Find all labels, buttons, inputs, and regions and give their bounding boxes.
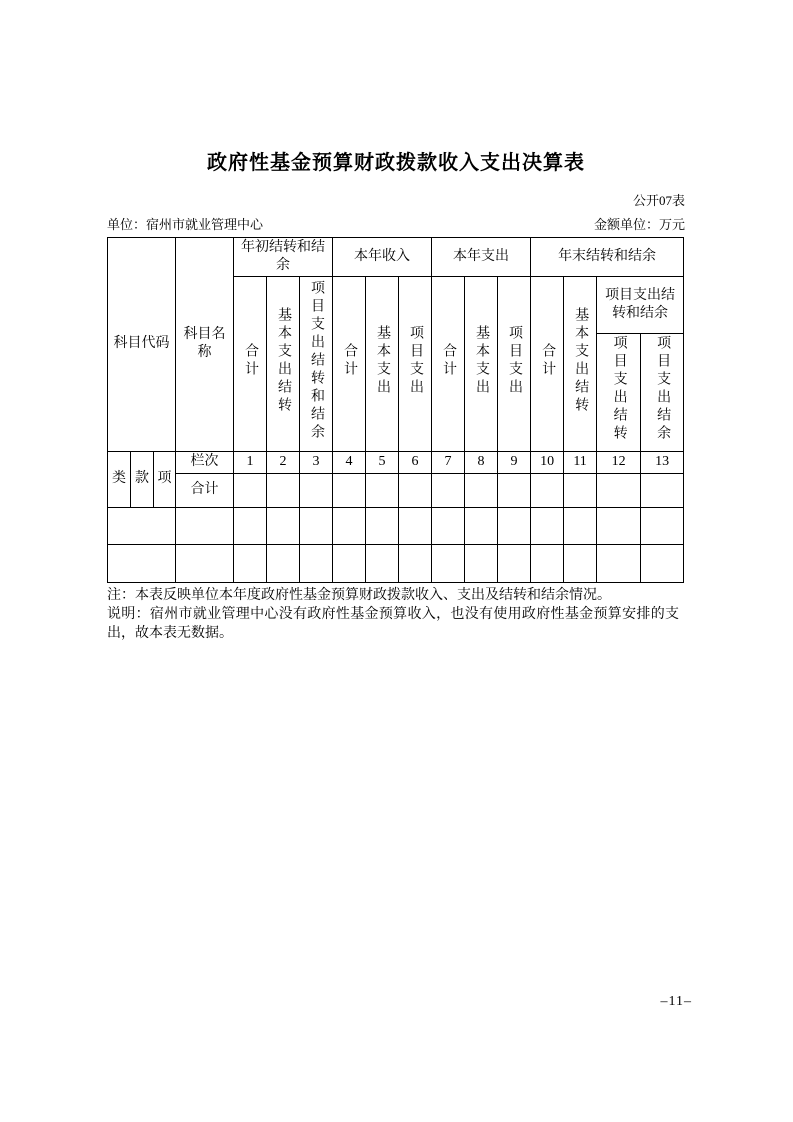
column-index: 9 <box>498 451 531 473</box>
form-number: 公开07表 <box>632 193 685 208</box>
data-cell <box>531 544 564 582</box>
data-cell <box>399 507 432 544</box>
header-code-item: 项 <box>154 451 176 507</box>
notes-block <box>107 586 679 643</box>
data-cell <box>641 544 684 582</box>
data-cell <box>432 544 465 582</box>
vertical-label: 合计 <box>342 342 358 379</box>
header-group-year-expense: 本年支出 <box>432 238 531 277</box>
data-cell <box>399 544 432 582</box>
data-cell <box>641 473 684 507</box>
data-cell <box>597 507 641 544</box>
data-cell <box>432 473 465 507</box>
header-code-section: 款 <box>131 451 154 507</box>
header-end-total <box>531 277 564 451</box>
data-cell <box>366 473 399 507</box>
page-number: –11– <box>660 994 692 1009</box>
data-cell <box>531 507 564 544</box>
header-begin-basic-carryover <box>267 277 300 451</box>
row-label-total: 合计 <box>176 473 234 507</box>
header-end-project-carryover <box>597 334 641 451</box>
data-cell <box>564 544 597 582</box>
subject-name-cell <box>176 507 234 544</box>
vertical-label: 基本支出结转 <box>276 306 292 415</box>
data-cell <box>300 473 333 507</box>
header-expense-total <box>432 277 465 451</box>
data-cell <box>300 507 333 544</box>
vertical-label: 合计 <box>441 342 457 379</box>
data-cell <box>498 507 531 544</box>
column-index: 6 <box>399 451 432 473</box>
amount-unit-label: 金额单位：万元 <box>593 217 685 232</box>
header-subgroup-project-balance: 项目支出结转和结余 <box>597 277 684 334</box>
column-index: 11 <box>564 451 597 473</box>
page-title: 政府性基金预算财政拨款收入支出决算表 <box>207 152 585 174</box>
data-cell <box>432 507 465 544</box>
column-index: 7 <box>432 451 465 473</box>
header-group-row <box>108 238 684 277</box>
column-index-label: 栏次 <box>176 451 234 473</box>
column-index: 5 <box>366 451 399 473</box>
note-text: 注：本表反映单位本年度政府性基金预算财政拨款收入、支出及结转和结余情况。 <box>107 587 611 603</box>
data-cell <box>333 544 366 582</box>
unit-label: 单位：宿州市就业管理中心 <box>107 217 264 232</box>
data-cell <box>234 473 267 507</box>
header-income-project <box>399 277 432 451</box>
data-cell <box>267 507 300 544</box>
header-begin-project-carryover <box>300 277 333 451</box>
column-index: 13 <box>641 451 684 473</box>
header-subject-name: 科目名称 <box>176 238 234 452</box>
column-index: 4 <box>333 451 366 473</box>
data-cell <box>597 473 641 507</box>
column-index: 2 <box>267 451 300 473</box>
data-cell <box>267 473 300 507</box>
table-row-total <box>108 473 684 507</box>
vertical-label: 基本支出结转 <box>573 306 589 415</box>
data-cell <box>234 544 267 582</box>
data-cell <box>498 544 531 582</box>
code-cell <box>108 507 176 544</box>
data-cell <box>333 473 366 507</box>
meta-row <box>107 216 685 233</box>
data-cell <box>498 473 531 507</box>
data-cell <box>465 473 498 507</box>
column-index: 12 <box>597 451 641 473</box>
data-cell <box>597 544 641 582</box>
header-begin-total <box>234 277 267 451</box>
data-cell <box>641 507 684 544</box>
header-code-class: 类 <box>108 451 131 507</box>
data-cell <box>564 473 597 507</box>
data-cell <box>267 544 300 582</box>
remark-text: 说明：宿州市就业管理中心没有政府性基金预算收入，也没有使用政府性基金预算安排的支出，故本表无数据。 <box>107 606 679 641</box>
vertical-label: 项目支出结余 <box>655 335 671 444</box>
data-cell <box>366 544 399 582</box>
vertical-label: 项目支出 <box>507 324 523 397</box>
header-end-basic-carryover <box>564 277 597 451</box>
header-end-project-surplus <box>641 334 684 451</box>
vertical-label: 合计 <box>540 342 556 379</box>
data-cell <box>564 507 597 544</box>
vertical-label: 项目支出结转 <box>611 335 627 444</box>
subject-name-cell <box>176 544 234 582</box>
column-index: 8 <box>465 451 498 473</box>
table-row-empty <box>108 544 684 582</box>
header-income-basic <box>366 277 399 451</box>
data-cell <box>465 544 498 582</box>
data-cell <box>366 507 399 544</box>
column-index-row <box>108 451 684 473</box>
vertical-label: 基本支出 <box>474 324 490 397</box>
vertical-label: 基本支出 <box>375 324 391 397</box>
data-cell <box>531 473 564 507</box>
table-row-empty <box>108 507 684 544</box>
column-index: 3 <box>300 451 333 473</box>
header-group-year-income: 本年收入 <box>333 238 432 277</box>
column-index: 10 <box>531 451 564 473</box>
fund-budget-table <box>107 237 684 583</box>
data-cell <box>234 507 267 544</box>
document-content <box>107 0 685 643</box>
data-cell <box>465 507 498 544</box>
code-cell <box>108 544 176 582</box>
data-cell <box>399 473 432 507</box>
header-group-begin-balance: 年初结转和结余 <box>234 238 333 277</box>
data-cell <box>300 544 333 582</box>
header-group-end-balance: 年末结转和结余 <box>531 238 684 277</box>
column-index: 1 <box>234 451 267 473</box>
vertical-label: 项目支出结转和结余 <box>309 279 325 442</box>
vertical-label: 项目支出 <box>408 324 424 397</box>
vertical-label: 合计 <box>243 342 259 379</box>
header-subject-code: 科目代码 <box>108 238 176 452</box>
header-expense-project <box>498 277 531 451</box>
header-expense-basic <box>465 277 498 451</box>
data-cell <box>333 507 366 544</box>
header-income-total <box>333 277 366 451</box>
